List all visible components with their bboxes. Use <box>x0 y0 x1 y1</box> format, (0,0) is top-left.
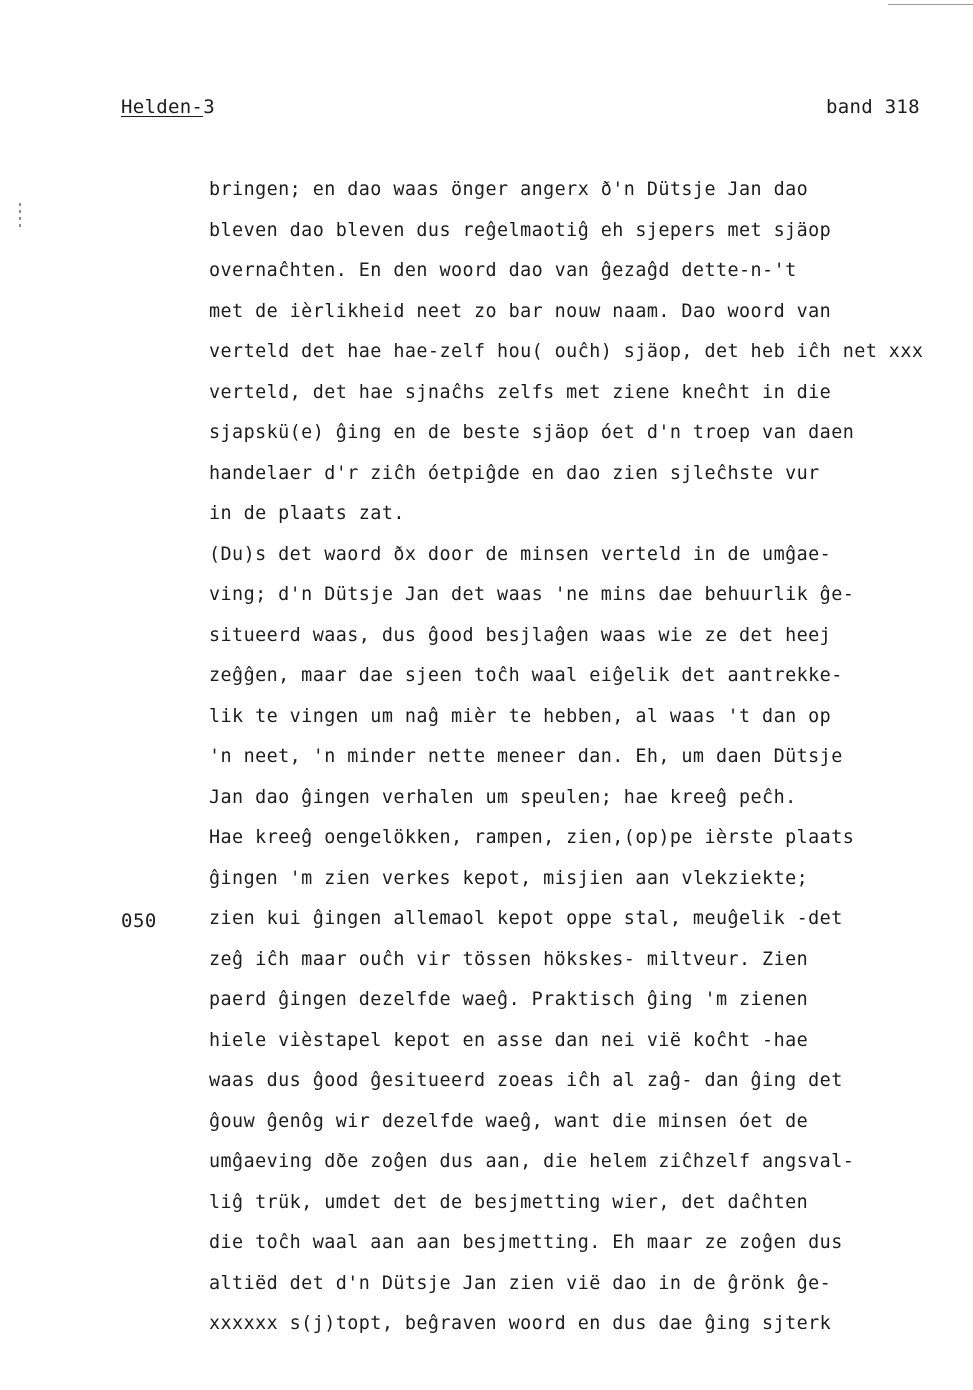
transcript-line: paerd ĝingen dezelfde waeĝ. Praktisch ĝing 'm zienen <box>209 989 809 1010</box>
transcript-line: zeĝ iĉh maar ouĉh vir tössen hökskes- miltveur. Zien <box>209 948 809 970</box>
transcript-line: met de ièrlikheid neet zo bar nouw naam. Dao woord van <box>209 300 832 322</box>
margin-dot-marks <box>19 203 21 231</box>
transcript-line: lik te vingen um naĝ mièr te hebben, al waas 't dan op <box>209 705 832 727</box>
transcript-line: altiëd det d'n Dütsje Jan zien vië dao in de ĝrönk ĝe- <box>209 1272 832 1294</box>
transcript-line: hiele vièstapel kepot en asse dan nei vië koĉht -hae <box>209 1029 809 1051</box>
transcript-line: umĝaeving dðe zoĝen dus aan, die helem ziĉhzelf angsval- <box>209 1151 855 1172</box>
transcript-line: zeĝĝen, maar dae sjeen toĉh waal eiĝelik det aantrekke- <box>209 665 843 686</box>
page-header-title <box>121 96 215 118</box>
top-edge-rule <box>888 4 973 5</box>
transcript-text <box>209 176 973 1351</box>
transcript-line: bringen; en dao waas önger angerx ð'n Dütsje Jan dao <box>209 179 809 200</box>
transcript-line: situeerd waas, dus ĝood besjlaĝen waas wie ze det heej <box>209 624 832 646</box>
transcript-line: 'n neet, 'n minder nette meneer dan. Eh, um daen Dütsje <box>209 746 843 767</box>
transcript-line: Jan dao ĝingen verhalen um speulen; hae kreeĝ peĉh. <box>209 786 797 808</box>
transcript-line: ving; d'n Dütsje Jan det waas 'ne mins dae behuurlik ĝe- <box>209 584 855 605</box>
transcript-line: xxxxxx s(j)topt, beĝraven woord en dus dae ĝing sjterk <box>209 1313 832 1334</box>
transcript-line: handelaer d'r ziĉh óetpiĝde en dao zien sjleĉhste vur <box>209 462 820 484</box>
transcript-line: bleven dao bleven dus reĝelmaotiĝ eh sjepers met sjäop <box>209 219 832 241</box>
header-title-underlined: Helden- <box>121 96 204 118</box>
transcript-line: verteld, det hae sjnaĉhs zelfs met ziene kneĉht in die <box>209 381 832 403</box>
transcript-line: sjapskü(e) ĝing en de beste sjäop óet d'n troep van daen <box>209 422 855 443</box>
transcript-line: (Du)s det waord ðx door de minsen verteld in de umĝae- <box>209 543 832 565</box>
transcript-line: waas dus ĝood ĝesitueerd zoeas iĉh al zaĝ- dan ĝing det <box>209 1070 843 1091</box>
header-title-number: 3 <box>203 96 215 118</box>
transcript-line: die toĉh waal aan aan besjmetting. Eh maar ze zoĝen dus <box>209 1232 843 1253</box>
transcript-line: overnaĉhten. En den woord dao van ĝezaĝd dette-n-'t <box>209 260 797 281</box>
transcript-line: ĝingen 'm zien verkes kepot, misjien aan vlekziekte; <box>209 867 809 889</box>
transcript-line: verteld det hae hae-zelf hou( ouĉh) sjäop, det heb iĉh net xxx <box>209 341 924 362</box>
line-number-marker: 050 <box>121 910 157 932</box>
transcript-line: Hae kreeĝ oengelökken, rampen, zien,(op)pe ièrste plaats <box>209 827 855 848</box>
transcript-line: zien kui ĝingen allemaol kepot oppe stal, meuĝelik -det <box>209 908 843 929</box>
transcript-line: liĝ trük, umdet det de besjmetting wier, det daĉhten <box>209 1191 809 1213</box>
transcript-line: ĝouw ĝenôg wir dezelfde waeĝ, want die minsen óet de <box>209 1110 809 1132</box>
page-header-band: band 318 <box>826 96 920 118</box>
transcript-line: in de plaats zat. <box>209 503 405 524</box>
